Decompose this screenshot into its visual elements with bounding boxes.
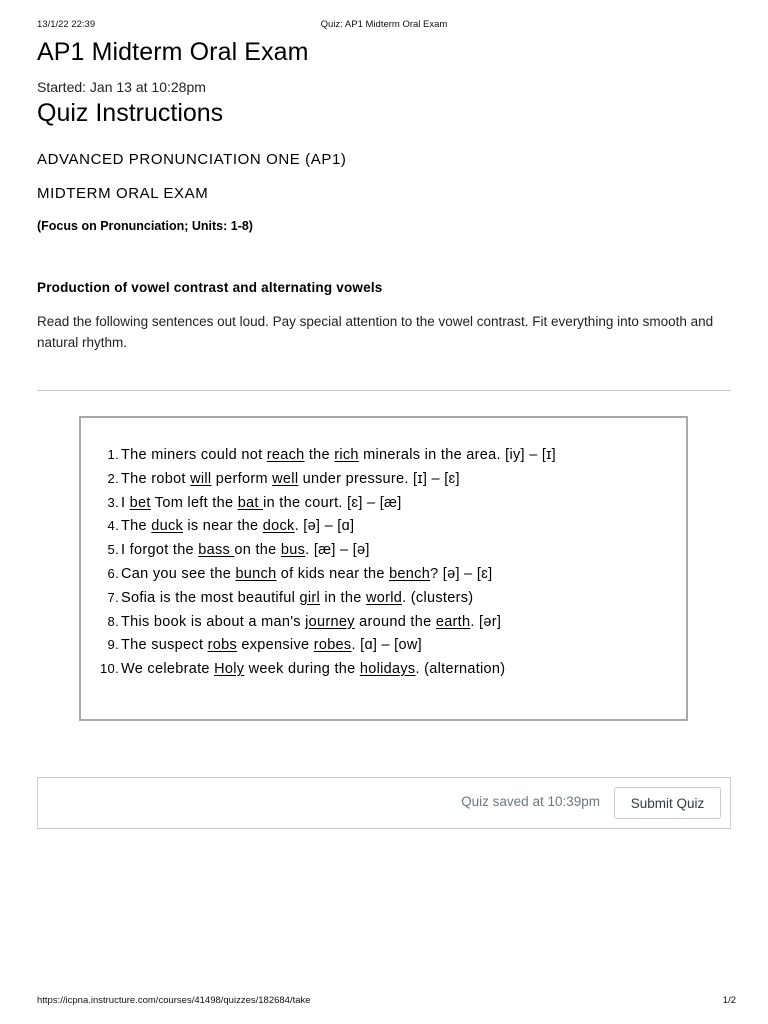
sentence-number: 9. <box>107 637 119 653</box>
target-word: world <box>365 589 403 606</box>
sentence-number: 1. <box>107 447 119 462</box>
target-word: bass <box>198 542 235 559</box>
sentence-fragment: This book is about a man's <box>121 613 306 630</box>
target-word: reach <box>266 447 305 463</box>
sentence-fragment: Can you see the <box>121 565 236 582</box>
sentence-fragment: . (clusters) <box>402 589 474 606</box>
sentence-fragment: . [ə] – [ɑ] <box>294 518 355 535</box>
sentence-fragment: We celebrate <box>121 661 215 678</box>
sentence-text <box>121 539 370 561</box>
target-word: robs <box>207 637 238 654</box>
target-word: journey <box>305 613 355 630</box>
sentence-fragment: on the <box>234 542 281 559</box>
target-word: bench <box>389 565 431 582</box>
target-word: robes <box>313 637 352 654</box>
sentences-box <box>79 416 688 721</box>
sentence-fragment: is near the <box>183 518 263 535</box>
target-word: bat <box>237 494 264 511</box>
sentence-fragment: I <box>121 494 130 511</box>
sentence-fragment: in the court. [ɛ] – [æ] <box>263 494 402 511</box>
sentence-fragment: I forgot the <box>121 542 199 559</box>
sentence-text <box>121 563 492 585</box>
sentence-text <box>121 468 460 490</box>
sentence-fragment: around the <box>354 613 436 630</box>
sentence-fragment: under pressure. [ɪ] – [ɛ] <box>298 470 460 487</box>
sentence-fragment: minerals in the area. [iy] – [ɪ] <box>358 447 557 463</box>
sentence-fragment: week during the <box>244 661 360 678</box>
sentence-number: 2. <box>107 470 119 486</box>
target-word: Holy <box>214 661 245 678</box>
divider <box>37 390 731 391</box>
sentence-number: 7. <box>107 589 119 605</box>
sentence-number: 4. <box>107 518 119 534</box>
sentence-fragment: in the <box>320 589 366 606</box>
target-word: bus <box>280 542 306 559</box>
sentence-fragment: Tom left the <box>150 494 238 511</box>
exam-focus: (Focus on Pronunciation; Units: 1-8) <box>37 219 253 233</box>
sentence-number: 10. <box>100 661 119 677</box>
exam-name: MIDTERM ORAL EXAM <box>37 185 209 202</box>
submit-quiz-button[interactable]: Submit Quiz <box>614 787 721 819</box>
sentence-number: 8. <box>107 613 119 629</box>
quiz-started-time: Started: Jan 13 at 10:28pm <box>37 79 206 95</box>
sentence-fragment: . [ər] <box>470 613 502 630</box>
target-word: holidays <box>359 661 416 678</box>
sentence-text <box>121 658 505 680</box>
sentence-text <box>121 587 473 609</box>
sentence-text <box>121 444 556 466</box>
sentence-fragment: The miners could not <box>121 447 267 463</box>
sentence-fragment: perform <box>211 470 273 487</box>
target-word: rich <box>334 447 359 463</box>
target-word: girl <box>299 589 321 606</box>
sentence-fragment: of kids near the <box>276 565 390 582</box>
sentence-fragment: . [æ] – [ə] <box>305 542 370 559</box>
sentence-fragment: . (alternation) <box>415 661 506 678</box>
quiz-saved-status: Quiz saved at 10:39pm <box>461 794 600 809</box>
target-word: duck <box>151 518 184 535</box>
sentence-fragment: expensive <box>237 637 314 654</box>
sentence-fragment: the <box>304 447 335 463</box>
sentence-fragment: ? [ə] – [ɛ] <box>430 565 493 582</box>
print-date: 13/1/22 22:39 <box>37 19 96 30</box>
print-page-number: 1/2 <box>722 995 736 1006</box>
sentence-number: 5. <box>107 542 119 558</box>
section-title: Production of vowel contrast and alternating vowels <box>37 280 383 295</box>
target-word: dock <box>262 518 295 535</box>
sentence-number: 3. <box>107 494 119 510</box>
sentence-number: 6. <box>107 565 119 581</box>
sentence-fragment: The <box>121 518 152 535</box>
instructions-heading: Quiz Instructions <box>37 99 224 127</box>
target-word: earth <box>435 613 471 630</box>
print-page-title: Quiz: AP1 Midterm Oral Exam <box>320 19 448 30</box>
target-word: bunch <box>235 565 277 582</box>
sentence-fragment: . [ɑ] – [ow] <box>351 637 422 654</box>
quiz-footer-bar <box>37 777 731 829</box>
sentence-fragment: Sofia is the most beautiful <box>121 589 300 606</box>
sentence-text <box>121 634 422 656</box>
course-name: ADVANCED PRONUNCIATION ONE (AP1) <box>37 151 347 168</box>
quiz-title: AP1 Midterm Oral Exam <box>37 38 309 66</box>
target-word: bet <box>129 494 151 511</box>
target-word: will <box>190 470 212 487</box>
sentence-text <box>121 515 354 537</box>
section-description: Read the following sentences out loud. Pay special attention to the vowel contrast. Fit everything into smooth and natural rhythm. <box>37 314 714 350</box>
print-url: https://icpna.instructure.com/courses/41498/quizzes/182684/take <box>37 995 311 1006</box>
sentence-text <box>121 611 501 633</box>
sentence-text <box>121 492 402 514</box>
sentence-fragment: The suspect <box>121 637 208 654</box>
target-word: well <box>272 470 299 487</box>
sentence-fragment: The robot <box>121 470 191 487</box>
